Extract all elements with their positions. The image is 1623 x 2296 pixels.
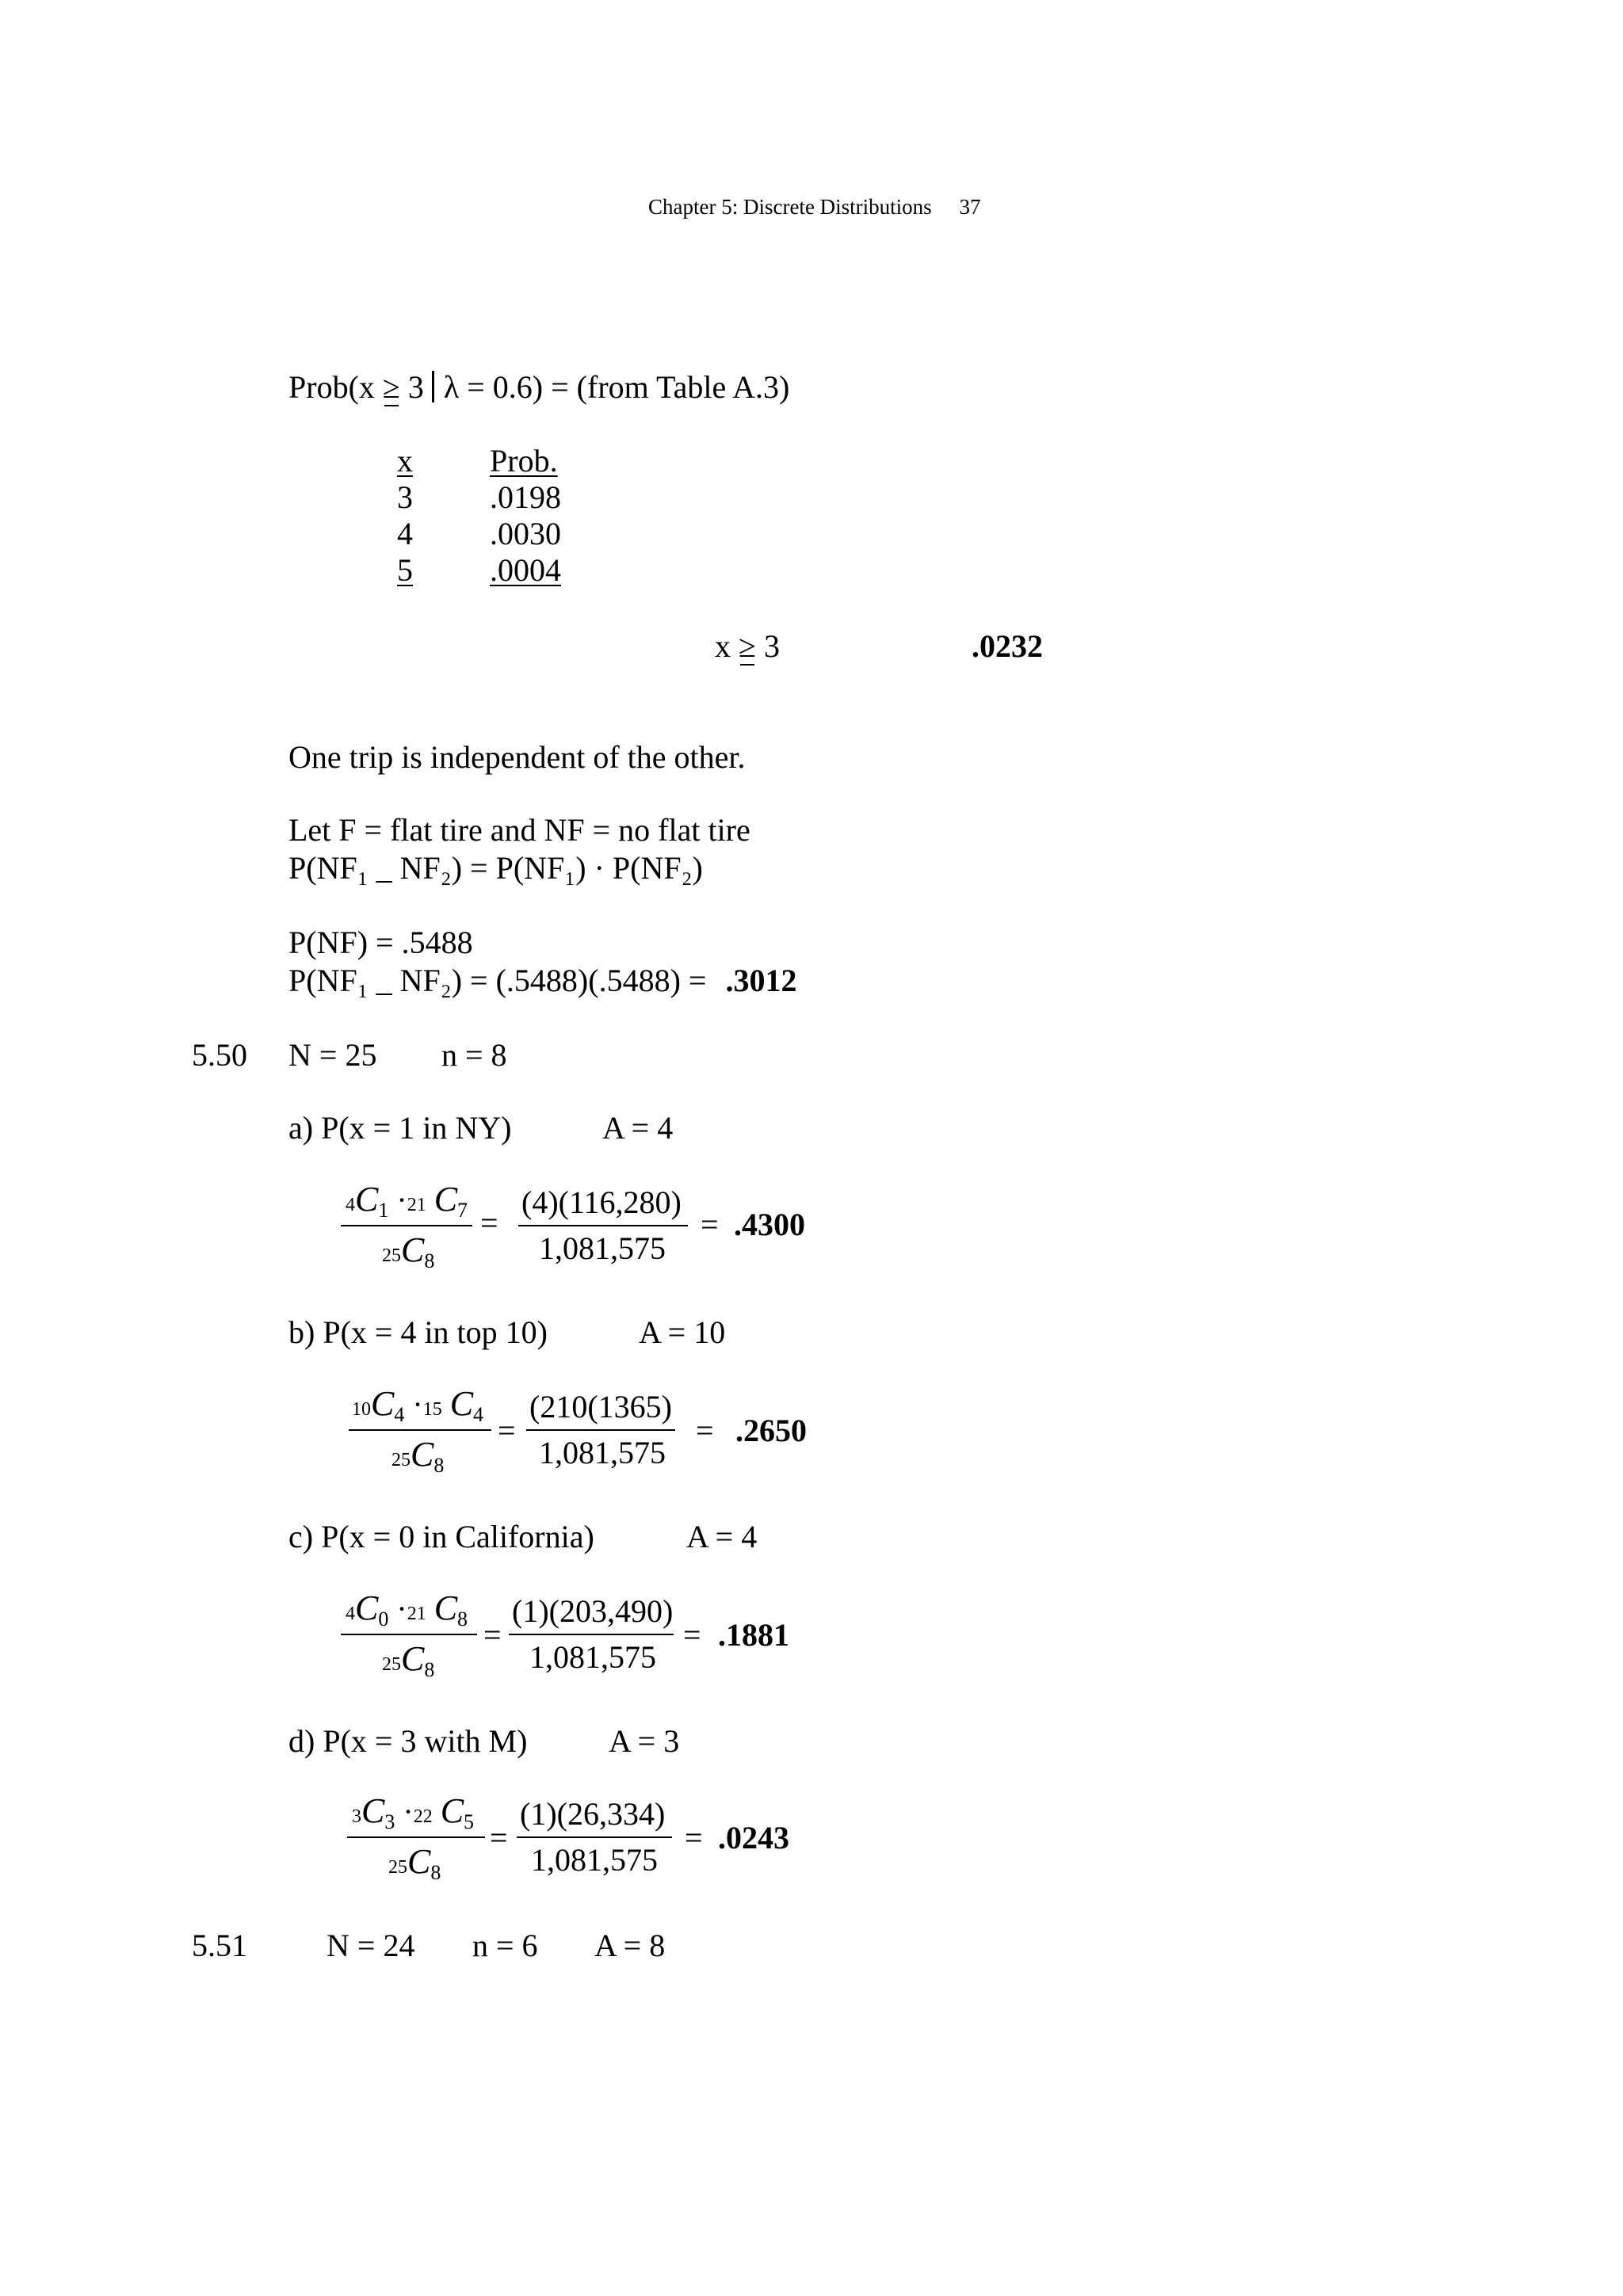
part-A: A = 3 bbox=[609, 1723, 680, 1759]
independence-line-4: P(NF) = .5488 bbox=[288, 925, 473, 960]
equals-sign: = bbox=[685, 1820, 703, 1855]
table-row-prob: .0198 bbox=[490, 479, 561, 515]
combo-index: 21 bbox=[407, 1604, 426, 1624]
combo-sub: 4 bbox=[473, 1403, 484, 1426]
part-result: .2650 bbox=[735, 1413, 807, 1448]
fraction-bar bbox=[349, 1429, 491, 1431]
part-result: .4300 bbox=[734, 1207, 805, 1242]
combination-symbol: C bbox=[411, 1435, 434, 1474]
population-size: N = 25 bbox=[288, 1037, 377, 1073]
multiply-dot: · bbox=[396, 1182, 407, 1218]
equals-sign: = bbox=[483, 1617, 502, 1653]
table-row-x: 4 bbox=[397, 516, 413, 551]
combination-symbol: C bbox=[440, 1791, 464, 1830]
equals-sign: = bbox=[696, 1413, 714, 1448]
independence-line-1: One trip is independent of the other. bbox=[288, 739, 746, 775]
combination-denominator bbox=[388, 1841, 441, 1882]
combo-index: 25 bbox=[391, 1450, 411, 1470]
combination-symbol: C bbox=[433, 1589, 458, 1627]
combo-index: 25 bbox=[382, 1654, 401, 1675]
fraction-numerator: (1)(26,334) bbox=[520, 1796, 666, 1832]
prob-text-a: Prob(x bbox=[288, 369, 383, 405]
prob-text-c: λ = 0.6) = (from Table A.3) bbox=[443, 369, 790, 405]
fraction-bar bbox=[347, 1836, 485, 1838]
combination-numerator bbox=[346, 1179, 468, 1222]
fraction-denominator: 1,081,575 bbox=[539, 1230, 666, 1266]
combination-denominator bbox=[382, 1230, 434, 1270]
part-label: a) P(x = 1 in NY) bbox=[288, 1110, 512, 1146]
combination-symbol: C bbox=[433, 1180, 458, 1219]
total-text-b: 3 bbox=[755, 628, 780, 664]
equals-sign: = bbox=[490, 1820, 508, 1855]
table-total-label bbox=[715, 628, 780, 664]
part-label: b) P(x = 4 in top 10) bbox=[288, 1314, 548, 1350]
table-header-prob: Prob. bbox=[490, 443, 558, 479]
equals-sign: = bbox=[701, 1207, 719, 1242]
fraction-denominator: 1,081,575 bbox=[531, 1842, 658, 1878]
total-text-a: x bbox=[715, 628, 739, 664]
combination-numerator bbox=[352, 1791, 474, 1831]
fraction-bar bbox=[526, 1429, 675, 1431]
independence-line-3: P(NF₁ _ NF₂) = P(NF₁) · P(NF₂) bbox=[288, 850, 703, 886]
combination-numerator bbox=[352, 1383, 483, 1424]
fraction-bar bbox=[518, 1225, 688, 1226]
table-row-x: 5 bbox=[397, 552, 413, 588]
sample-size: n = 8 bbox=[441, 1037, 507, 1073]
combo-sub: 8 bbox=[457, 1608, 468, 1630]
combination-symbol: C bbox=[401, 1230, 425, 1269]
fraction-bar bbox=[517, 1836, 672, 1838]
part-A: A = 10 bbox=[639, 1314, 726, 1350]
fraction-denominator: 1,081,575 bbox=[539, 1435, 666, 1470]
prob-text-b: 3 bbox=[399, 369, 424, 405]
combination-symbol: C bbox=[401, 1639, 425, 1678]
fraction-bar bbox=[509, 1634, 674, 1635]
fraction-bar bbox=[341, 1225, 472, 1226]
part-result: .0243 bbox=[718, 1820, 789, 1855]
combo-index: 10 bbox=[352, 1399, 371, 1420]
fraction-denominator: 1,081,575 bbox=[529, 1639, 656, 1675]
combo-index: 22 bbox=[413, 1806, 433, 1827]
combo-sub: 8 bbox=[433, 1454, 445, 1477]
equals-sign: = bbox=[683, 1617, 701, 1653]
combination-symbol: C bbox=[407, 1842, 431, 1881]
gte-symbol: ≥ bbox=[739, 628, 756, 664]
running-header bbox=[648, 195, 980, 219]
multiply-dot: · bbox=[403, 1794, 414, 1829]
combo-sub: 7 bbox=[457, 1199, 468, 1222]
part-label: c) P(x = 0 in California) bbox=[288, 1519, 594, 1554]
combination-symbol: C bbox=[449, 1384, 474, 1423]
table-row-prob: .0004 bbox=[490, 552, 561, 588]
part-A: A = 4 bbox=[602, 1110, 674, 1146]
fraction-numerator: (4)(116,280) bbox=[521, 1184, 682, 1220]
poisson-prob-statement bbox=[288, 371, 789, 403]
given-bar bbox=[432, 371, 434, 402]
part-A: A = 4 bbox=[686, 1519, 758, 1554]
table-row-prob: .0030 bbox=[490, 516, 561, 551]
table-total-value: .0232 bbox=[972, 628, 1043, 664]
combo-sub: 5 bbox=[464, 1810, 475, 1833]
combination-numerator bbox=[346, 1588, 468, 1628]
independence-expression: P(NF₁ _ NF₂) = (.5488)(.5488) = bbox=[288, 963, 715, 998]
multiply-dot: · bbox=[412, 1386, 423, 1422]
combo-index: 3 bbox=[352, 1806, 361, 1827]
fraction-numerator: (1)(203,490) bbox=[512, 1593, 674, 1629]
combo-index: 15 bbox=[422, 1399, 442, 1420]
table-row-x: 3 bbox=[397, 479, 413, 515]
combination-denominator bbox=[391, 1434, 445, 1477]
independence-line-2: Let F = flat tire and NF = no flat tire bbox=[288, 812, 750, 848]
independence-line-5 bbox=[288, 965, 796, 997]
combination-symbol: C bbox=[355, 1589, 379, 1627]
page-number: 37 bbox=[959, 195, 981, 219]
part-label: d) P(x = 3 with M) bbox=[288, 1723, 528, 1759]
combo-index: 4 bbox=[346, 1195, 355, 1215]
combination-symbol: C bbox=[371, 1384, 395, 1423]
fraction-numerator: (210(1365) bbox=[529, 1389, 672, 1425]
problem-number: 5.51 bbox=[192, 1928, 247, 1963]
combo-index: 21 bbox=[407, 1195, 426, 1215]
multiply-dot: · bbox=[396, 1591, 407, 1627]
combo-index: 25 bbox=[388, 1857, 407, 1878]
combo-sub: 4 bbox=[394, 1403, 405, 1426]
equals-sign: = bbox=[480, 1205, 498, 1241]
independence-result: .3012 bbox=[725, 963, 797, 998]
fraction-bar bbox=[341, 1634, 477, 1635]
population-size: N = 24 bbox=[327, 1928, 415, 1963]
combo-sub: 3 bbox=[384, 1810, 395, 1833]
table-header-x: x bbox=[397, 443, 413, 479]
gte-symbol: ≥ bbox=[382, 369, 400, 405]
problem-number: 5.50 bbox=[192, 1037, 247, 1073]
equals-sign: = bbox=[498, 1413, 516, 1448]
combination-symbol: C bbox=[361, 1791, 385, 1830]
combo-sub: 8 bbox=[424, 1249, 435, 1272]
sample-size: n = 6 bbox=[472, 1928, 538, 1963]
successes-count: A = 8 bbox=[594, 1928, 666, 1963]
combination-symbol: C bbox=[355, 1180, 379, 1219]
combo-sub: 1 bbox=[378, 1199, 389, 1222]
combo-sub: 0 bbox=[378, 1608, 389, 1630]
chapter-title: Chapter 5: Discrete Distributions bbox=[648, 195, 932, 219]
combo-sub: 8 bbox=[430, 1861, 441, 1884]
combo-index: 4 bbox=[346, 1604, 355, 1624]
combo-sub: 8 bbox=[424, 1658, 435, 1681]
combo-index: 25 bbox=[382, 1245, 401, 1266]
part-result: .1881 bbox=[718, 1617, 789, 1653]
combination-denominator bbox=[382, 1638, 434, 1679]
